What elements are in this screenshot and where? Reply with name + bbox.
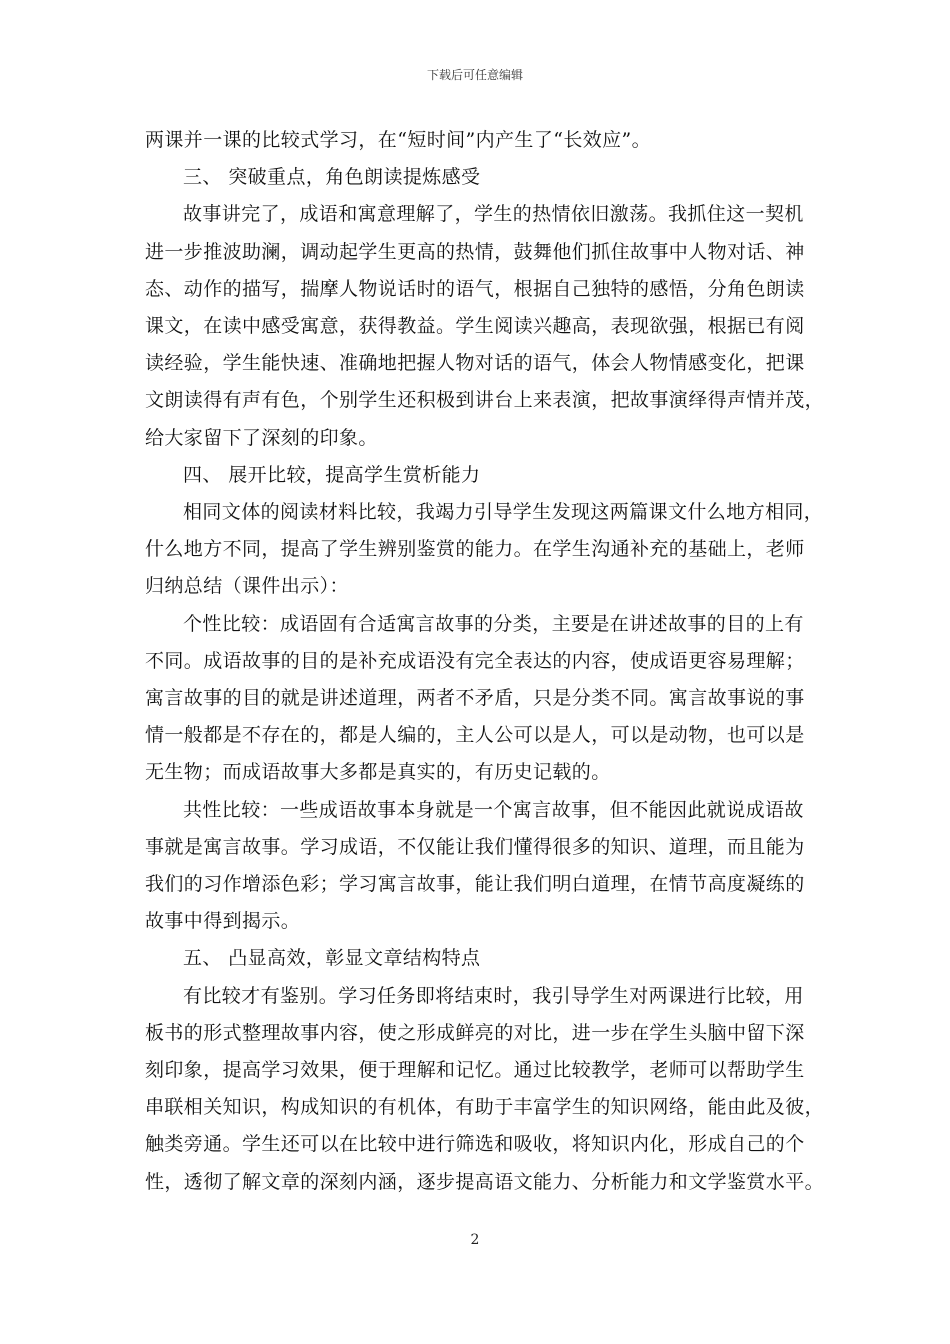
page-header: 下载后可任意编辑 [426,68,523,82]
text-line: 给大家留下了深刻的印象。 [145,426,378,449]
text-line: 态、动作的描写，揣摩人物说话时的语气，根据自己独特的感悟，分角色朗读 [145,277,805,300]
text-line: 故事讲完了，成语和寓意理解了，学生的热情依旧激荡。我抓住这一契机 [183,203,804,226]
text-line: 进一步推波助澜，调动起学生更高的热情，鼓舞他们抓住故事中人物对话、神 [145,240,805,263]
text-line: 共性比较：一些成语故事本身就是一个寓言故事，但不能因此就说成语故 [183,798,804,821]
text-line: 两课并一课的比较式学习，在“短时间”内产生了“长效应”。 [145,129,652,151]
text-line: 归纳总结（课件出示）： [145,575,349,598]
text-line: 个性比较：成语固有合适寓言故事的分类，主要是在讲述故事的目的上有 [183,612,804,635]
text-line: 串联相关知识，构成知识的有机体，有助于丰富学生的知识网络，能由此及彼， [145,1096,825,1119]
text-line: 什么地方不同，提高了学生辨别鉴赏的能力。在学生沟通补充的基础上，老师 [145,538,805,561]
text-line: 读经验，学生能快速、准确地把握人物对话的语气，体会人物情感变化，把课 [145,352,805,375]
text-line: 故事中得到揭示。 [145,910,301,933]
text-line: 无生物；而成语故事大多都是真实的，有历史记载的。 [145,761,611,784]
text-line: 有比较才有鉴别。学习任务即将结束时，我引导学生对两课进行比较，用 [183,984,804,1007]
text-line: 板书的形式整理故事内容，使之形成鲜亮的对比，进一步在学生头脑中留下深 [145,1021,805,1044]
text-line: 三、 突破重点，角色朗读提炼感受 [183,166,481,189]
text-line: 五、 凸显高效，彰显文章结构特点 [183,947,481,970]
document-body [145,122,825,1201]
text-line: 我们的习作增添色彩；学习寓言故事，能让我们明白道理，在情节高度凝练的 [145,873,805,896]
text-line: 四、 展开比较，提高学生赏析能力 [183,463,481,486]
text-line: 寓言故事的目的就是讲述道理，两者不矛盾，只是分类不同。寓言故事说的事 [145,687,805,710]
text-line: 文朗读得有声有色，个别学生还积极到讲台上来表演，把故事演绎得声情并茂， [145,389,825,412]
text-line: 触类旁通。学生还可以在比较中进行筛选和吸收，将知识内化，形成自己的个 [145,1133,805,1156]
text-line: 相同文体的阅读材料比较，我竭力引导学生发现这两篇课文什么地方相同， [183,501,824,524]
text-line: 事就是寓言故事。学习成语，不仅能让我们懂得很多的知识、道理，而且能为 [145,835,805,858]
text-line: 课文，在读中感受寓意，获得教益。学生阅读兴趣高，表现欲强，根据已有阅 [145,315,805,338]
text-line: 刻印象，提高学习效果，便于理解和记忆。通过比较教学，老师可以帮助学生 [145,1059,805,1082]
page-number: 2 [470,1232,480,1248]
text-line: 情一般都是不存在的，都是人编的，主人公可以是人，可以是动物，也可以是 [145,724,805,747]
text-line: 不同。成语故事的目的是补充成语没有完全表达的内容，使成语更容易理解； [145,649,805,672]
text-line: 性，透彻了解文章的深刻内涵，逐步提高语文能力、分析能力和文学鉴赏水平。 [145,1170,825,1193]
